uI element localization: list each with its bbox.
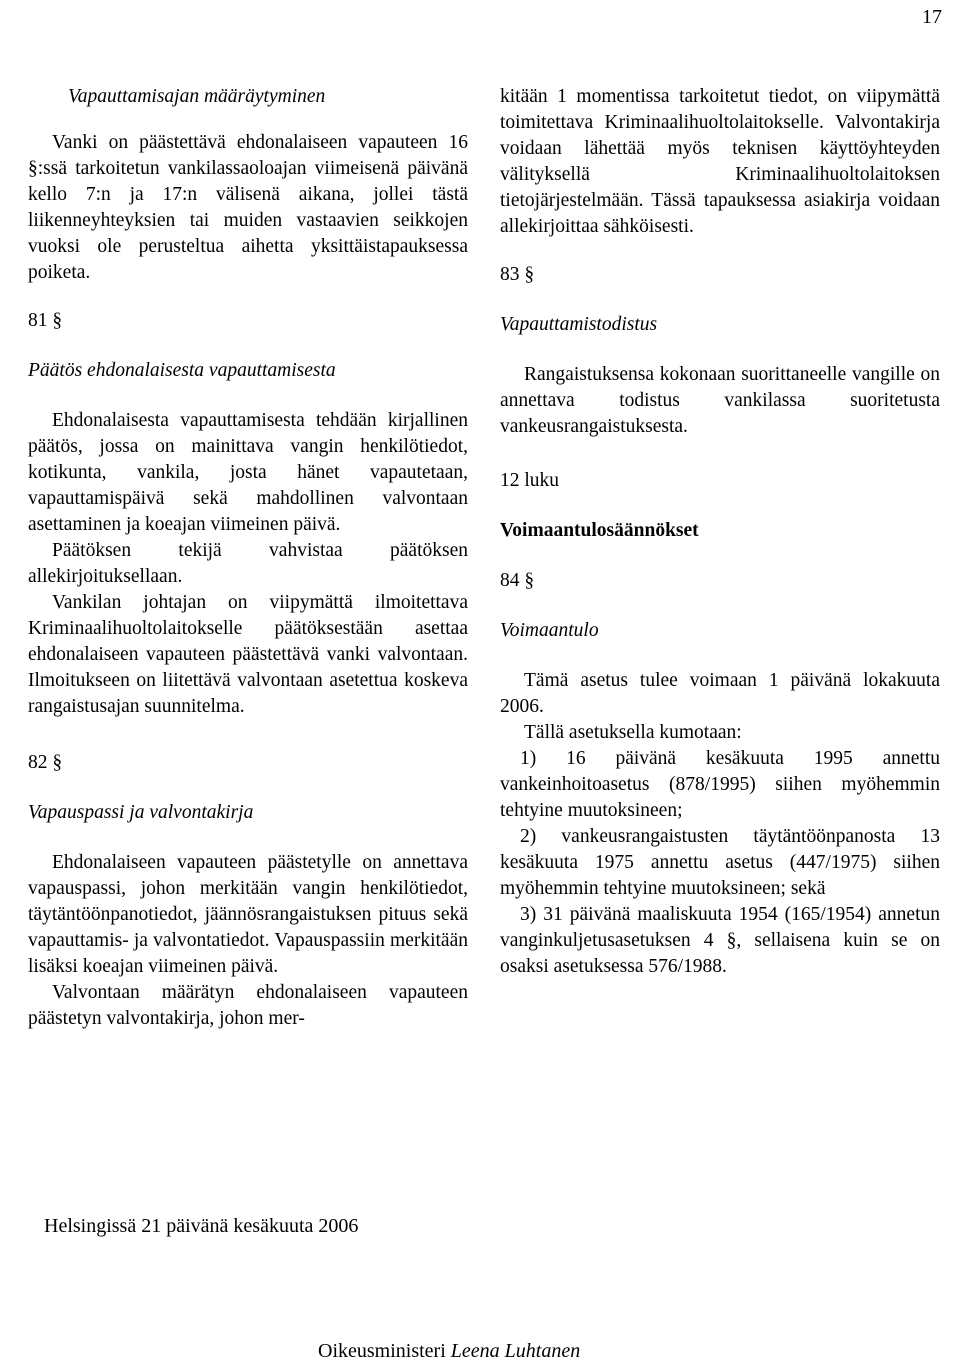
paragraph: Tällä asetuksella kumotaan:: [524, 722, 742, 743]
section-title-84: Voimaantulo: [500, 620, 599, 641]
section-number-81: 81 §: [28, 310, 63, 331]
list-item: 3) 31 päivänä maaliskuuta 1954 (165/1954) annetun vanginkuljetusasetuksen 4 §, sellaisena kuin se on osaksi asetuksessa 576/1988.: [500, 904, 940, 977]
paragraph: Valvontaan määrätyn ehdonalaiseen vapauteen päästetyn valvontakirja, johon mer-: [28, 982, 468, 1029]
signing-place-date: Helsingissä 21 päivänä kesäkuuta 2006: [44, 1215, 359, 1237]
section-number-84: 84 §: [500, 570, 535, 591]
chapter-number: 12 luku: [500, 470, 560, 491]
section-number-82: 82 §: [28, 752, 63, 773]
section-title-81: Päätös ehdonalaisesta vapauttamisesta: [28, 360, 336, 381]
paragraph: Ehdonalaiseen vapauteen päästetylle on annettava vapauspassi, johon merkitään vangin henkilötiedot, täytäntöönpanotiedot, jäännösrangaistuksen pituus sekä vapauttamis- ja valvontatiedot. Vapauspassiin merkitään lisäksi koeajan viimeinen päivä.: [28, 852, 468, 977]
signer-role: Oikeusministeri: [318, 1340, 446, 1362]
paragraph: Tämä asetus tulee voimaan 1 päivänä lokakuuta 2006.: [500, 670, 940, 717]
section-title-83: Vapauttamistodistus: [500, 314, 658, 335]
list-item: 1) 16 päivänä kesäkuuta 1995 annettu vankeinhoitoasetus (878/1995) siihen myöhemmin tehtyine muutoksineen;: [500, 748, 940, 821]
signature-line: [318, 1338, 580, 1364]
paragraph: Ehdonalaisesta vapauttamisesta tehdään kirjallinen päätös, jossa on mainittava vangin henkilötiedot, kotikunta, vankila, josta hänet vapautetaan, vapauttamispäivä sekä mahdollinen valvontaan asettaminen ja koeajan viimeinen päivä.: [28, 410, 468, 535]
left-column: [28, 84, 468, 1032]
paragraph: Päätöksen tekijä vahvistaa päätöksen allekirjoituksellaan.: [28, 540, 468, 587]
page-number: 17: [922, 6, 942, 28]
chapter-title: Voimaantulosäännökset: [500, 520, 699, 541]
right-column: [500, 84, 940, 980]
paragraph-continued: kitään 1 momentissa tarkoitetut tiedot, on viipymättä toimitettava Kriminaalihuoltolaitokselle. Valvontakirja voidaan lähettää myös teknisen käyttöyhteyden välityksellä Kriminaalihuoltolaitoksen tietojärjestelmään. Tässä tapauksessa asiakirja voidaan allekirjoittaa sähköisesti.: [500, 86, 940, 237]
subsection-heading: Vapauttamisajan määräytyminen: [68, 86, 326, 107]
signer-name: Leena Luhtanen: [450, 1340, 581, 1362]
list-item: 2) vankeusrangaistusten täytäntöönpanosta 13 kesäkuuta 1975 annettu asetus (447/1975) siihen myöhemmin tehtyine muutoksineen; sekä: [500, 826, 940, 899]
paragraph: Vanki on päästettävä ehdonalaiseen vapauteen 16 §:ssä tarkoitetun vankilassaoloajan viimeisenä päivänä kello 7:n ja 17:n välisenä aikana, jollei tästä liikenneyhteyksien tai muiden vastaavien seikkojen vuoksi ole perusteltua aihetta yksittäistapauksessa poiketa.: [28, 132, 468, 283]
paragraph: Vankilan johtajan on viipymättä ilmoitettava Kriminaalihuoltolaitokselle päätöksestään asettaa ehdonalaiseen vapauteen päästettävä vanki valvontaan. Ilmoitukseen on liitettävä valvontaan asetettua koskeva rangaistusajan suunnitelma.: [28, 592, 468, 717]
section-number-83: 83 §: [500, 264, 535, 285]
section-title-82: Vapauspassi ja valvontakirja: [28, 802, 254, 823]
paragraph: Rangaistuksensa kokonaan suorittaneelle vangille on annettava todistus vankilassa suoritetusta vankeusrangaistuksesta.: [500, 364, 940, 437]
